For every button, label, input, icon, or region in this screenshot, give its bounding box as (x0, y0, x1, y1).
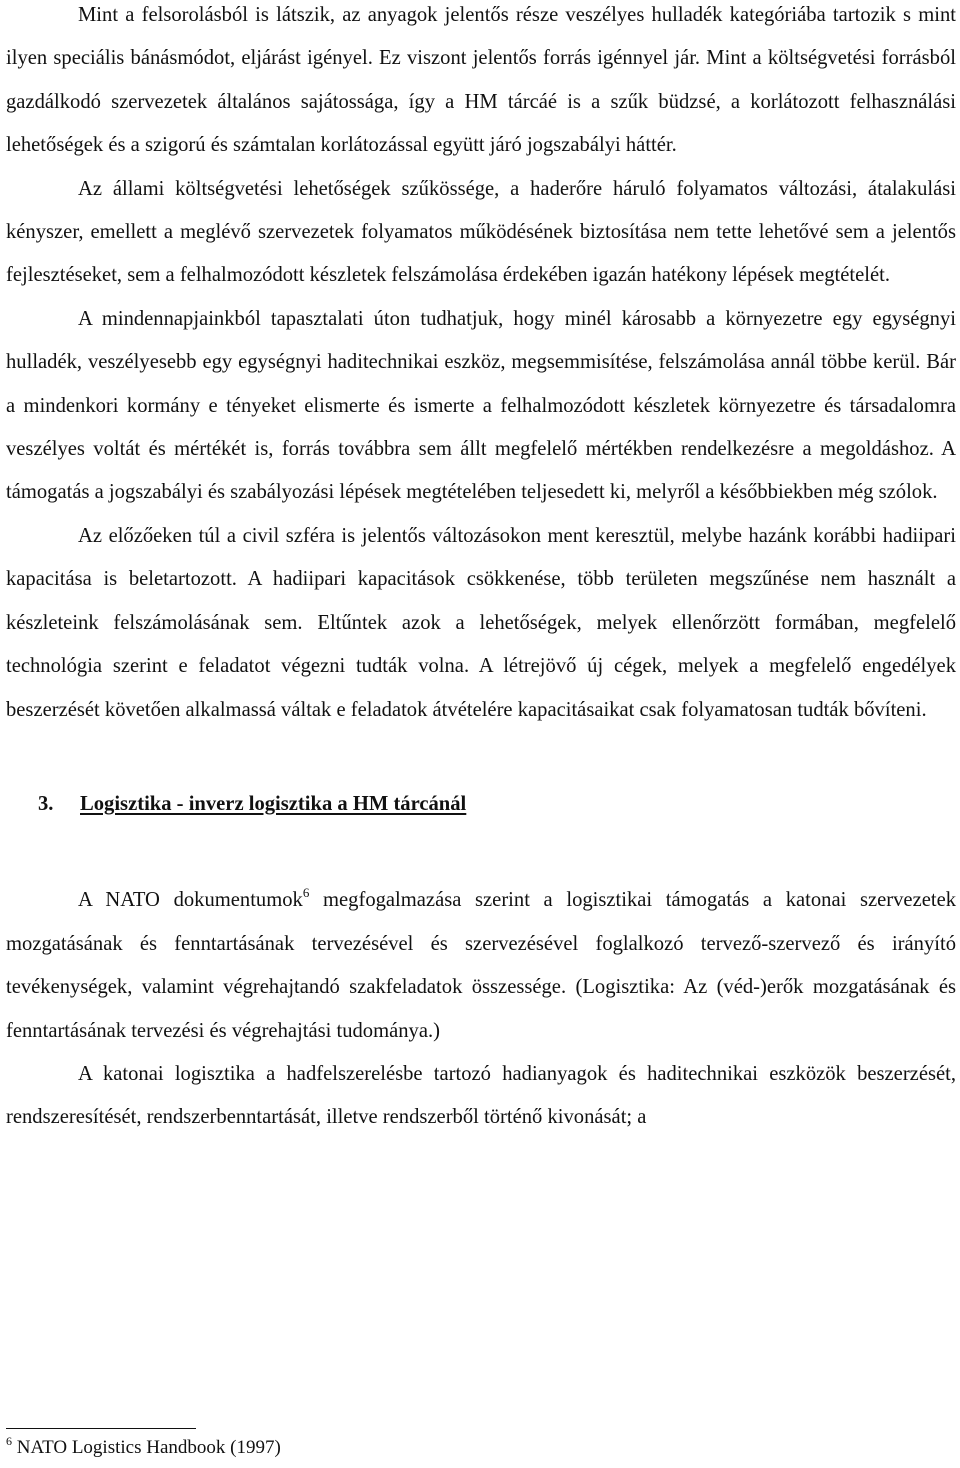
paragraph-civil-sphere: Az előzőeken túl a civil szféra is jelentős változásokon ment keresztül, melybe hazánk korábbi hadiipari kapacitása is beletartozott. A hadiipari kapacitások csökkenése, több területen megszűnése nem használt a készleteink felszámolásának sem. Eltűntek azok a lehetőségek, melyek ellenőrzött formában, megfelelő technológia szerint e feladatot végezni tudták volna. A létrejövő új cégek, melyek a megfelelő engedélyek beszerzését követően alkalmassá váltak e feladatok átvételére kapacitásaikat csak folyamatosan tudták bővíteni. (6, 524, 956, 721)
footnote-reference[interactable]: 6 (302, 885, 310, 901)
paragraph-military-logistics: A katonai logisztika a hadfelszerelésbe tartozó hadianyagok és haditechnikai eszközök beszerzését, rendszeresítését, rendszerbenntartását, illetve rendszerből történő kivonását; a (6, 1062, 956, 1129)
nato-text-before: A NATO dokumentumok (78, 889, 303, 912)
paragraph-hazardous-waste: Mint a felsorolásból is látszik, az anyagok jelentős része veszélyes hulladék kategóriába tartozik s mint ilyen speciális bánásmódot, eljárást igényel. Ez viszont jelentős forrás igénnyel jár. Mint a költségvetési forrásból gazdálkodó szervezetek általános sajátossága, így a HM tárcáé is a szűk büdzsé, a korlátozott felhasználási lehetőségek és a szigorú és számtalan korlátozással együtt járó jogszabályi háttér. (6, 4, 956, 157)
footnote-text: NATO Logistics Handbook (1997) (12, 1437, 281, 1458)
footnote-number: 6 (6, 1434, 12, 1448)
section-heading (6, 783, 956, 826)
document-page (6, 0, 956, 1140)
footnote-divider (6, 1428, 196, 1429)
footnote (6, 1436, 281, 1460)
paragraph-disposal-costs: A mindennapjainkból tapasztalati úton tudhatjuk, hogy minél károsabb a környezetre egy egységnyi hulladék, veszélyesebb egy egységnyi haditechnikai eszköz, megsemmisítése, felszámolása annál többe kerül. Bár a mindenkori kormány e tényeket elismerte és ismerte a felhalmozódott készletek környezetre és társadalomra veszélyes voltát és mértékét is, forrás továbbra sem állt megfelelő mértékben rendelkezésre a megoldáshoz. A támogatás a jogszabályi és szabályozási lépések megtételében teljesedett ki, melyről a későbbiekben még szólok. (6, 307, 956, 504)
section-number: 3. (38, 792, 54, 815)
section-title: Logisztika - inverz logisztika a HM tárcánál (80, 792, 467, 815)
paragraph-budget-constraints: Az állami költségvetési lehetőségek szűkössége, a haderőre háruló folyamatos változási, átalakulási kényszer, emellett a meglévő szervezetek folyamatos működésének biztosítása nem tette lehetővé sem a jelentős fejlesztéseket, sem a felhalmozódott készletek felszámolása érdekében igazán hatékony lépések megtételét. (6, 177, 956, 287)
paragraph-nato-definition (6, 879, 956, 1053)
nato-text-after: megfogalmazása szerint a logisztikai támogatás a katonai szervezetek mozgatásának és fenntartásának tervezésével és szervezésével foglalkozó tervező-szervező és irányító tevékenységek, valamint végrehajtandó szakfeladatok összessége. (Logisztika: Az (véd-)erők mozgatásának és fenntartásának tervezési és végrehajtási tudománya.) (6, 889, 957, 1042)
